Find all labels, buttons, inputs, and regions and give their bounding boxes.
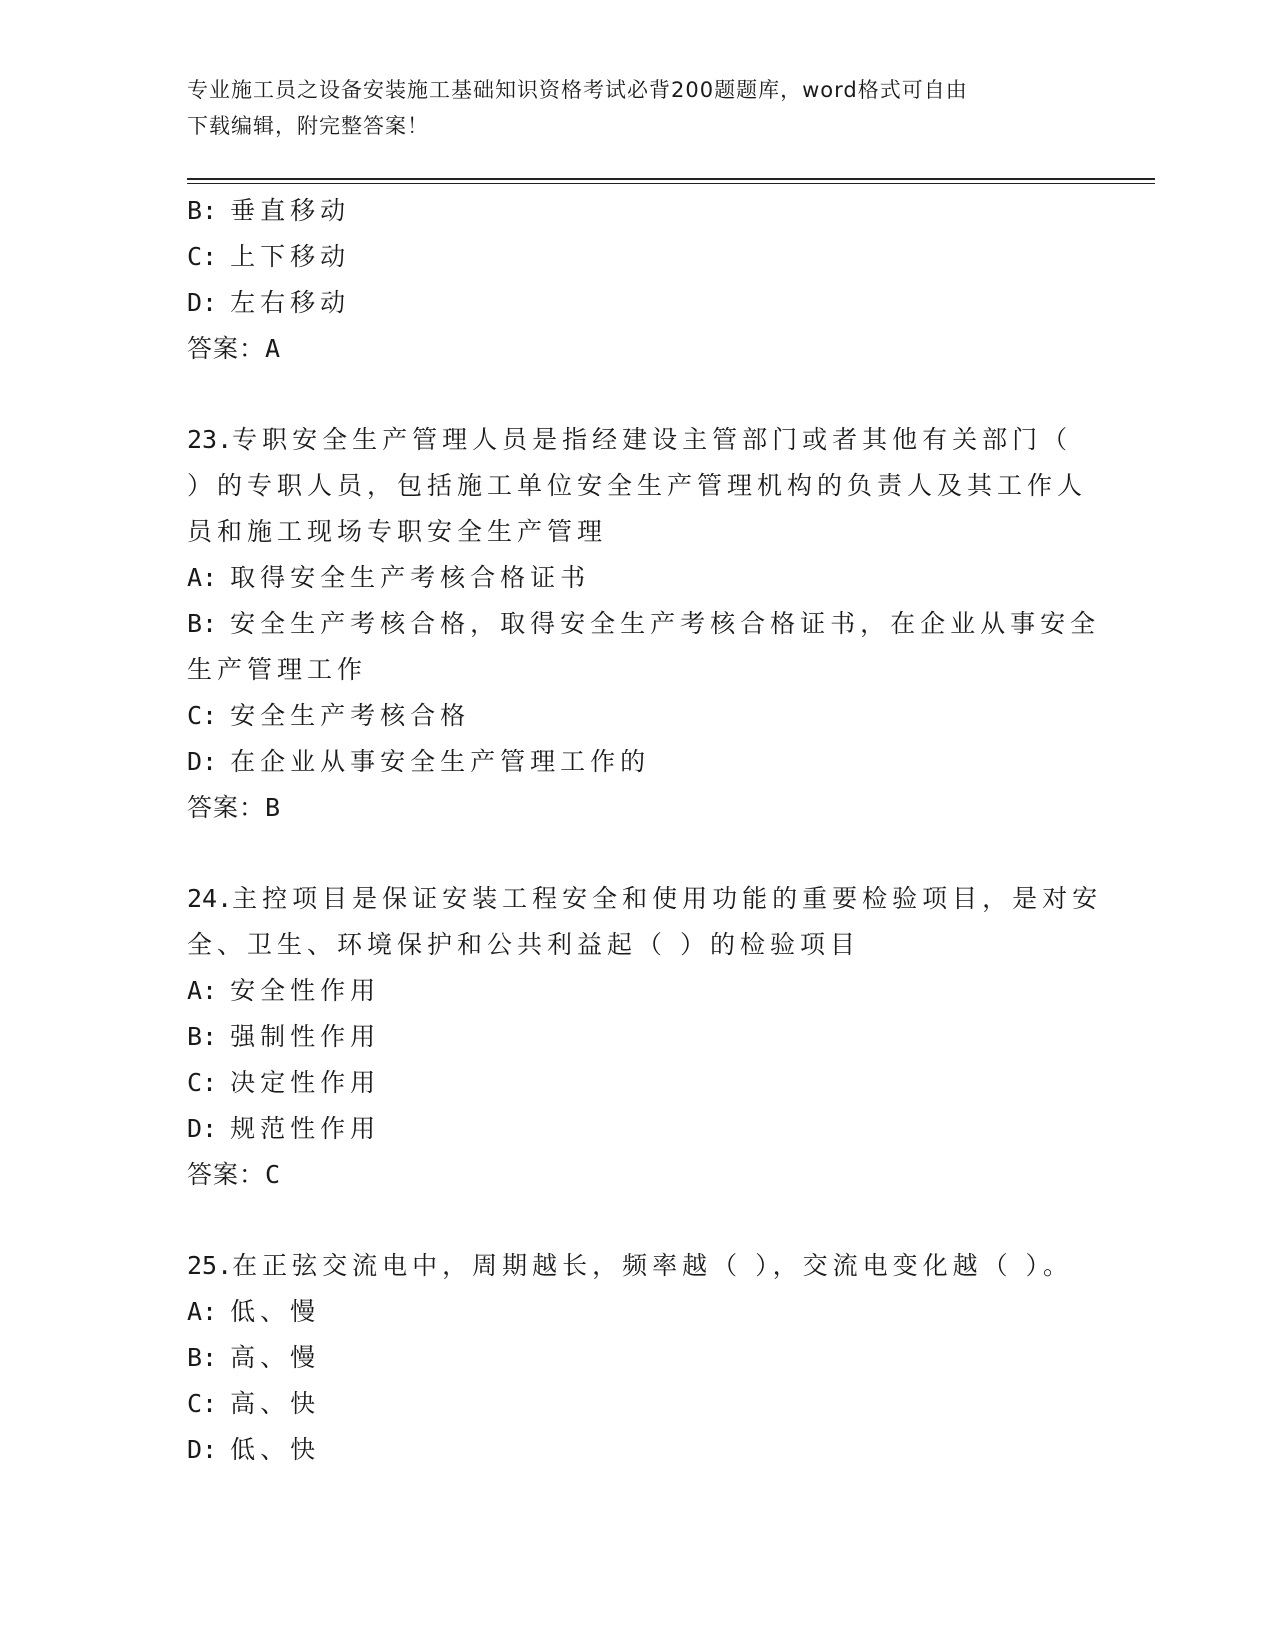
question-text-line: 员和施工现场专职安全生产管理 — [187, 517, 608, 546]
question-text-line — [187, 417, 1087, 463]
option-letter: B: — [187, 1022, 218, 1051]
option-letter: C: — [187, 701, 218, 730]
prev-question-block — [187, 188, 1087, 372]
answer-value: B — [265, 793, 282, 822]
option-text: 规范性作用 — [230, 1114, 381, 1143]
option-c — [187, 234, 1087, 280]
option-c — [187, 1060, 1087, 1106]
question-25 — [187, 1243, 1087, 1473]
header-line-2: 下载编辑，附完整答案！ — [187, 114, 429, 138]
option-letter: D: — [187, 1114, 218, 1143]
option-text: 左右移动 — [230, 288, 351, 317]
option-letter: D: — [187, 747, 218, 776]
answer-label: 答案： — [187, 793, 266, 822]
question-text-line — [187, 876, 1103, 922]
answer-line — [187, 326, 1087, 372]
option-b — [187, 601, 1101, 647]
option-c — [187, 693, 1087, 739]
header-divider-thick — [187, 178, 1155, 180]
question-text: 主控项目是保证安装工程安全和使用功能的重要检验项目，是对安 — [232, 884, 1103, 913]
option-text: 强制性作用 — [230, 1022, 381, 1051]
option-text: 安全生产考核合格，取得安全生产考核合格证书，在企业从事安全 — [230, 609, 1101, 638]
option-d — [187, 1106, 1087, 1152]
option-b — [187, 1014, 1087, 1060]
question-text-line: 全、卫生、环境保护和公共利益起（ ）的检验项目 — [187, 930, 860, 959]
option-a — [187, 1289, 1087, 1335]
option-text: 安全生产考核合格 — [230, 701, 471, 730]
option-letter: D: — [187, 1435, 218, 1464]
option-a — [187, 968, 1087, 1014]
option-text: 高、快 — [230, 1389, 321, 1418]
question-number: 24. — [187, 884, 233, 913]
option-letter: C: — [187, 1068, 218, 1097]
header-divider-thin — [187, 183, 1155, 184]
question-list — [187, 188, 1103, 1473]
answer-value: A — [265, 334, 282, 363]
question-24 — [187, 876, 1103, 1198]
option-text: 取得安全生产考核合格证书 — [230, 563, 591, 592]
option-letter: C: — [187, 1389, 218, 1418]
question-text: 专职安全生产管理人员是指经建设主管部门或者其他有关部门（ — [232, 425, 1073, 454]
question-text-line — [187, 1243, 1087, 1289]
header-line-1: 专业施工员之设备安装施工基础知识资格考试必背200题题库，word格式可自由 — [187, 78, 968, 102]
question-text-line: ）的专职人员，包括施工单位安全生产管理机构的负责人及其工作人 — [187, 471, 1088, 500]
answer-line — [187, 1152, 1087, 1198]
option-b — [187, 188, 1087, 234]
option-c — [187, 1381, 1087, 1427]
question-number: 23. — [187, 425, 233, 454]
option-d — [187, 1427, 1087, 1473]
option-text: 上下移动 — [230, 242, 351, 271]
option-letter: B: — [187, 1343, 218, 1372]
option-text: 低、慢 — [230, 1297, 321, 1326]
option-text: 安全性作用 — [230, 976, 381, 1005]
option-d — [187, 280, 1087, 326]
option-text: 在企业从事安全生产管理工作的 — [230, 747, 651, 776]
option-letter: A: — [187, 1297, 218, 1326]
option-letter: A: — [187, 976, 218, 1005]
option-letter: B: — [187, 609, 218, 638]
option-letter: D: — [187, 288, 218, 317]
option-letter: A: — [187, 563, 218, 592]
answer-value: C — [265, 1160, 282, 1189]
option-text: 决定性作用 — [230, 1068, 381, 1097]
option-letter: C: — [187, 242, 218, 271]
answer-label: 答案： — [187, 1160, 266, 1189]
option-text: 垂直移动 — [230, 196, 351, 225]
option-b — [187, 1335, 1087, 1381]
option-a — [187, 555, 1087, 601]
question-23 — [187, 417, 1101, 831]
document-header — [187, 72, 1087, 144]
option-d — [187, 739, 1087, 785]
question-number: 25. — [187, 1251, 233, 1280]
answer-label: 答案： — [187, 334, 266, 363]
option-letter: B: — [187, 196, 218, 225]
answer-line — [187, 785, 1087, 831]
question-text: 在正弦交流电中，周期越长，频率越（ ），交流电变化越（ ）。 — [232, 1251, 1074, 1280]
option-text: 高、慢 — [230, 1343, 321, 1372]
option-text: 低、快 — [230, 1435, 321, 1464]
option-b-continuation: 生产管理工作 — [187, 655, 368, 684]
